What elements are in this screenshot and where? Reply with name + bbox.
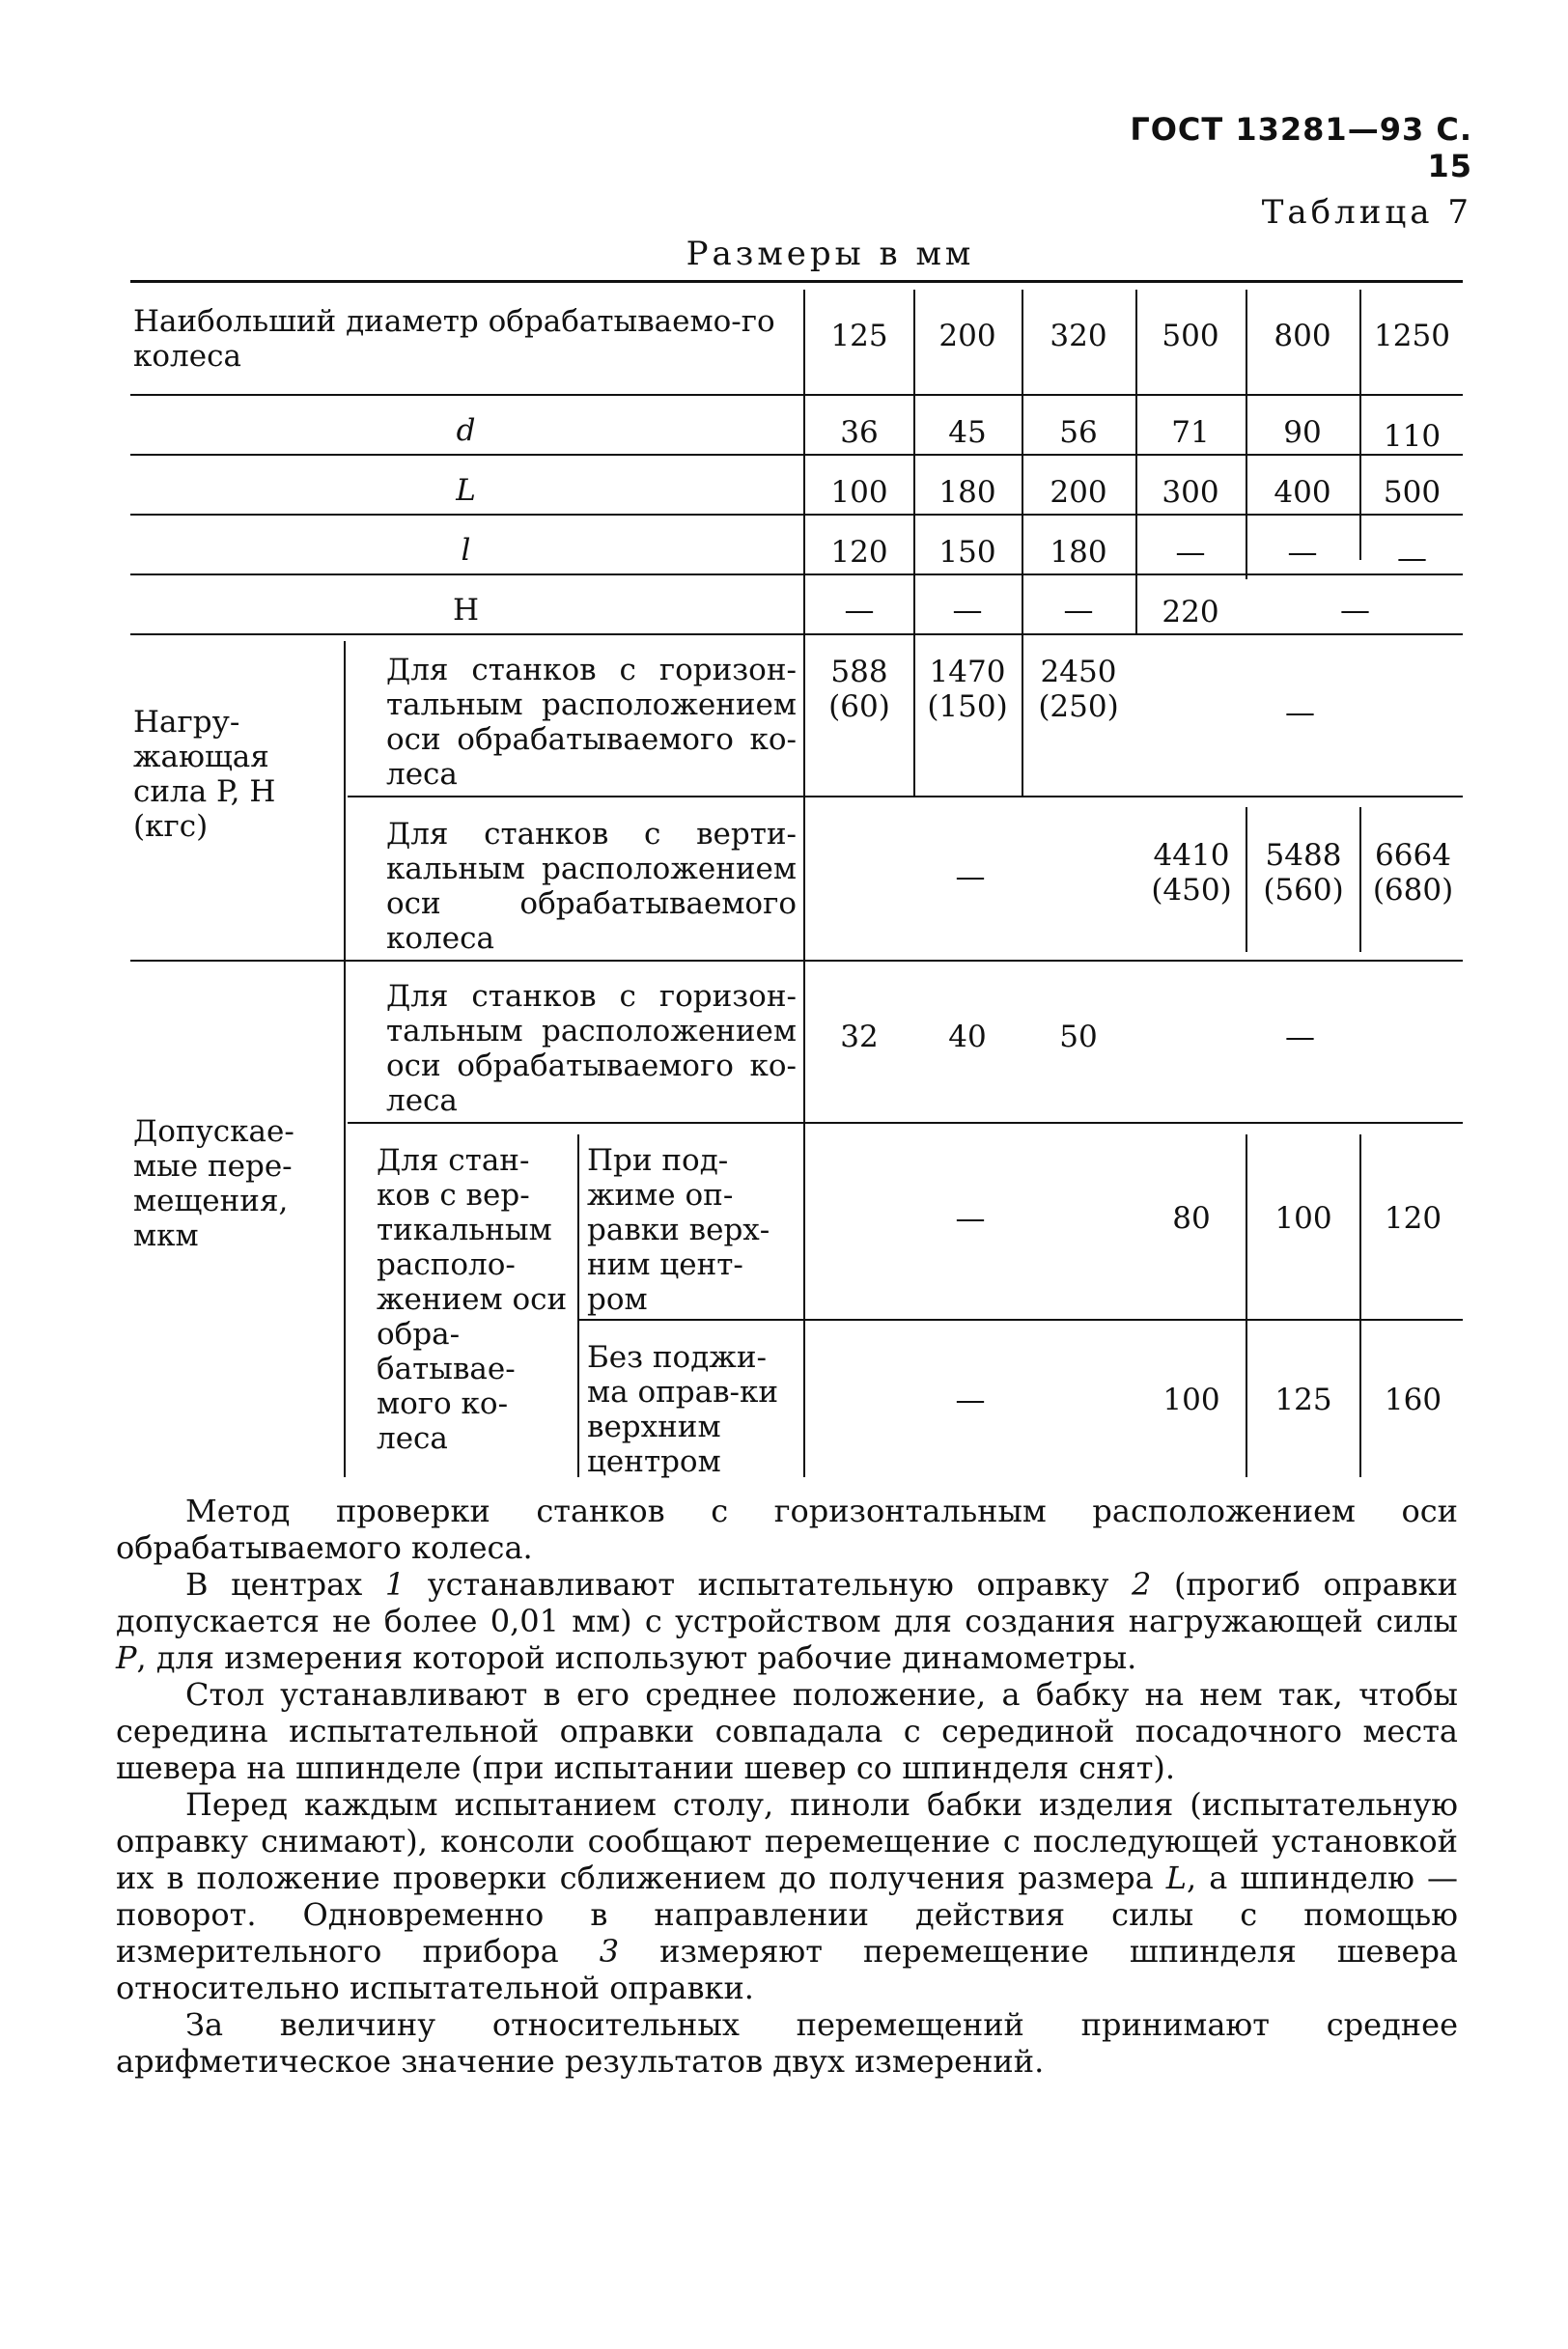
vrule-col4c (1246, 1134, 1247, 1477)
paragraph-method: Метод проверки станков с горизонтальным расположением оси обрабатываемого колеса. (116, 1493, 1458, 1566)
load-v-1250: 6664 (680) (1372, 838, 1454, 908)
col-header-500: 500 (1162, 319, 1219, 353)
L-800: 400 (1274, 475, 1331, 510)
L-500: 300 (1162, 475, 1219, 510)
load-h-125: 588 (60) (828, 655, 890, 724)
with-clamp-label: При под-жиме оп-равки верх-ним цент-ром (587, 1143, 770, 1317)
without-clamp-1250: 160 (1384, 1383, 1442, 1417)
d-320: 56 (1059, 415, 1098, 450)
d-800: 90 (1283, 415, 1322, 450)
table-caption: Таблица 7 (1261, 193, 1472, 232)
diameter-header: Наибольший диаметр обрабатываемо-го колеса (133, 304, 775, 374)
rule-L (130, 514, 1463, 516)
col-header-800: 800 (1274, 319, 1331, 353)
row-label-L: L (456, 473, 476, 508)
vrule-col5c (1359, 1134, 1361, 1477)
L-320: 200 (1050, 475, 1107, 510)
l-125: 120 (830, 535, 888, 570)
disp-h-125: 32 (840, 1020, 879, 1054)
load-horizontal-label: Для станков с горизон-тальным расположением оси обрабатываемого ко-леса (386, 653, 797, 792)
disp-h-320: 50 (1059, 1020, 1098, 1054)
rule-load-bottom (130, 960, 1463, 962)
load-label: Нагру-жающая сила P, Н (кгс) (133, 705, 276, 844)
d-1250: 110 (1383, 419, 1442, 454)
vrule-col5b (1359, 807, 1361, 952)
H-320: — (1063, 593, 1094, 628)
row-label-H: H (452, 593, 480, 628)
col-header-320: 320 (1050, 319, 1107, 353)
load-v-800: 5488 (560) (1263, 838, 1344, 908)
col-header-200: 200 (938, 319, 996, 353)
paragraph-result: За величину относительных перемещений принимают среднее арифметическое значение результатов двух измерений. (116, 2006, 1458, 2080)
paragraph-centers: В центрах 1 устанавливают испытательную оправку 2 (прогиб оправки допускается не более 0,01 мм) с устройством для создания нагружающей силы P, для измерения которой используют рабочие динамометры. (116, 1566, 1458, 1676)
L-1250: 500 (1383, 475, 1442, 510)
l-1250: — (1397, 541, 1427, 575)
paragraph-before-test: Перед каждым испытанием столу, пиноли бабки изделия (испытательную оправку снимают), консоли сообщают перемещение с последующей установкой их в положение проверки сближением до получения размера L, а шпинделю — поворот. Одновременно в направлении действия силы с помощью измерительного прибора 3 измеряют перемещение шпинделя шевера относительно испытательной оправки. (116, 1786, 1459, 2006)
row-label-l: l (461, 533, 471, 568)
load-h-200: 1470 (150) (927, 655, 1008, 724)
l-200: 150 (938, 535, 996, 570)
rule-d (130, 454, 1463, 456)
rule-l (130, 573, 1463, 575)
rule-load-mid (348, 796, 1463, 797)
col-header-1250: 1250 (1374, 319, 1450, 353)
without-clamp-800: 125 (1274, 1383, 1332, 1417)
rule-H (130, 633, 1463, 635)
disp-vertical-label: Для стан-ков с вер-тикальным располо-жением оси обра-батывае-мого ко-леса (377, 1143, 568, 1456)
load-v-dash: — (955, 859, 986, 894)
row-label-d: d (456, 413, 476, 448)
page-header: ГОСТ 13281—93 С. 15 (1130, 111, 1472, 184)
load-vertical-label: Для станков с верти-кальным расположением оси обрабатываемого колеса (386, 817, 797, 956)
H-200: — (952, 593, 983, 628)
disp-h-200: 40 (948, 1020, 987, 1054)
with-clamp-500: 80 (1172, 1201, 1211, 1236)
l-320: 180 (1050, 535, 1107, 570)
d-125: 36 (840, 415, 879, 450)
rule-header-bottom (130, 394, 1463, 396)
table-units: Размеры в мм (686, 235, 975, 273)
disp-h-dash: — (1285, 1020, 1315, 1054)
L-200: 180 (938, 475, 996, 510)
col-header-125: 125 (830, 319, 888, 353)
rule-top (130, 280, 1463, 283)
paragraph-table: Стол устанавливают в его среднее положение, а бабку на нем так, чтобы середина испытательной оправки совпадала с серединой посадочного места шевера на шпинделе (при испытании шевер со шпинделя снят). (116, 1676, 1458, 1786)
H-500: 220 (1162, 595, 1219, 629)
load-h-320: 2450 (250) (1038, 655, 1119, 724)
l-800: — (1287, 535, 1318, 570)
rule-clamp (579, 1319, 1463, 1321)
vrule-sublabel (344, 641, 346, 1477)
L-125: 100 (830, 475, 888, 510)
load-v-500: 4410 (450) (1151, 838, 1232, 908)
with-clamp-1250: 120 (1384, 1201, 1442, 1236)
without-clamp-label: Без поджи-ма оправ-ки верхним центром (587, 1340, 779, 1479)
vrule-label (803, 290, 805, 1477)
H-125: — (844, 593, 875, 628)
load-h-dash: — (1285, 695, 1315, 730)
with-clamp-dash: — (955, 1201, 986, 1236)
vrule-vertical-sub (577, 1134, 579, 1477)
H-800-1250: — (1340, 593, 1370, 628)
without-clamp-dash: — (955, 1383, 986, 1417)
disp-horizontal-label: Для станков с горизон-тальным расположением оси обрабатываемого ко-леса (386, 979, 797, 1118)
d-500: 71 (1171, 415, 1210, 450)
with-clamp-800: 100 (1274, 1201, 1332, 1236)
without-clamp-500: 100 (1162, 1383, 1220, 1417)
l-500: — (1175, 535, 1206, 570)
displacement-label: Допускае-мые пере-мещения, мкм (133, 1114, 294, 1253)
d-200: 45 (948, 415, 987, 450)
rule-disp-mid (348, 1122, 1463, 1124)
vrule-col4b (1246, 807, 1247, 952)
